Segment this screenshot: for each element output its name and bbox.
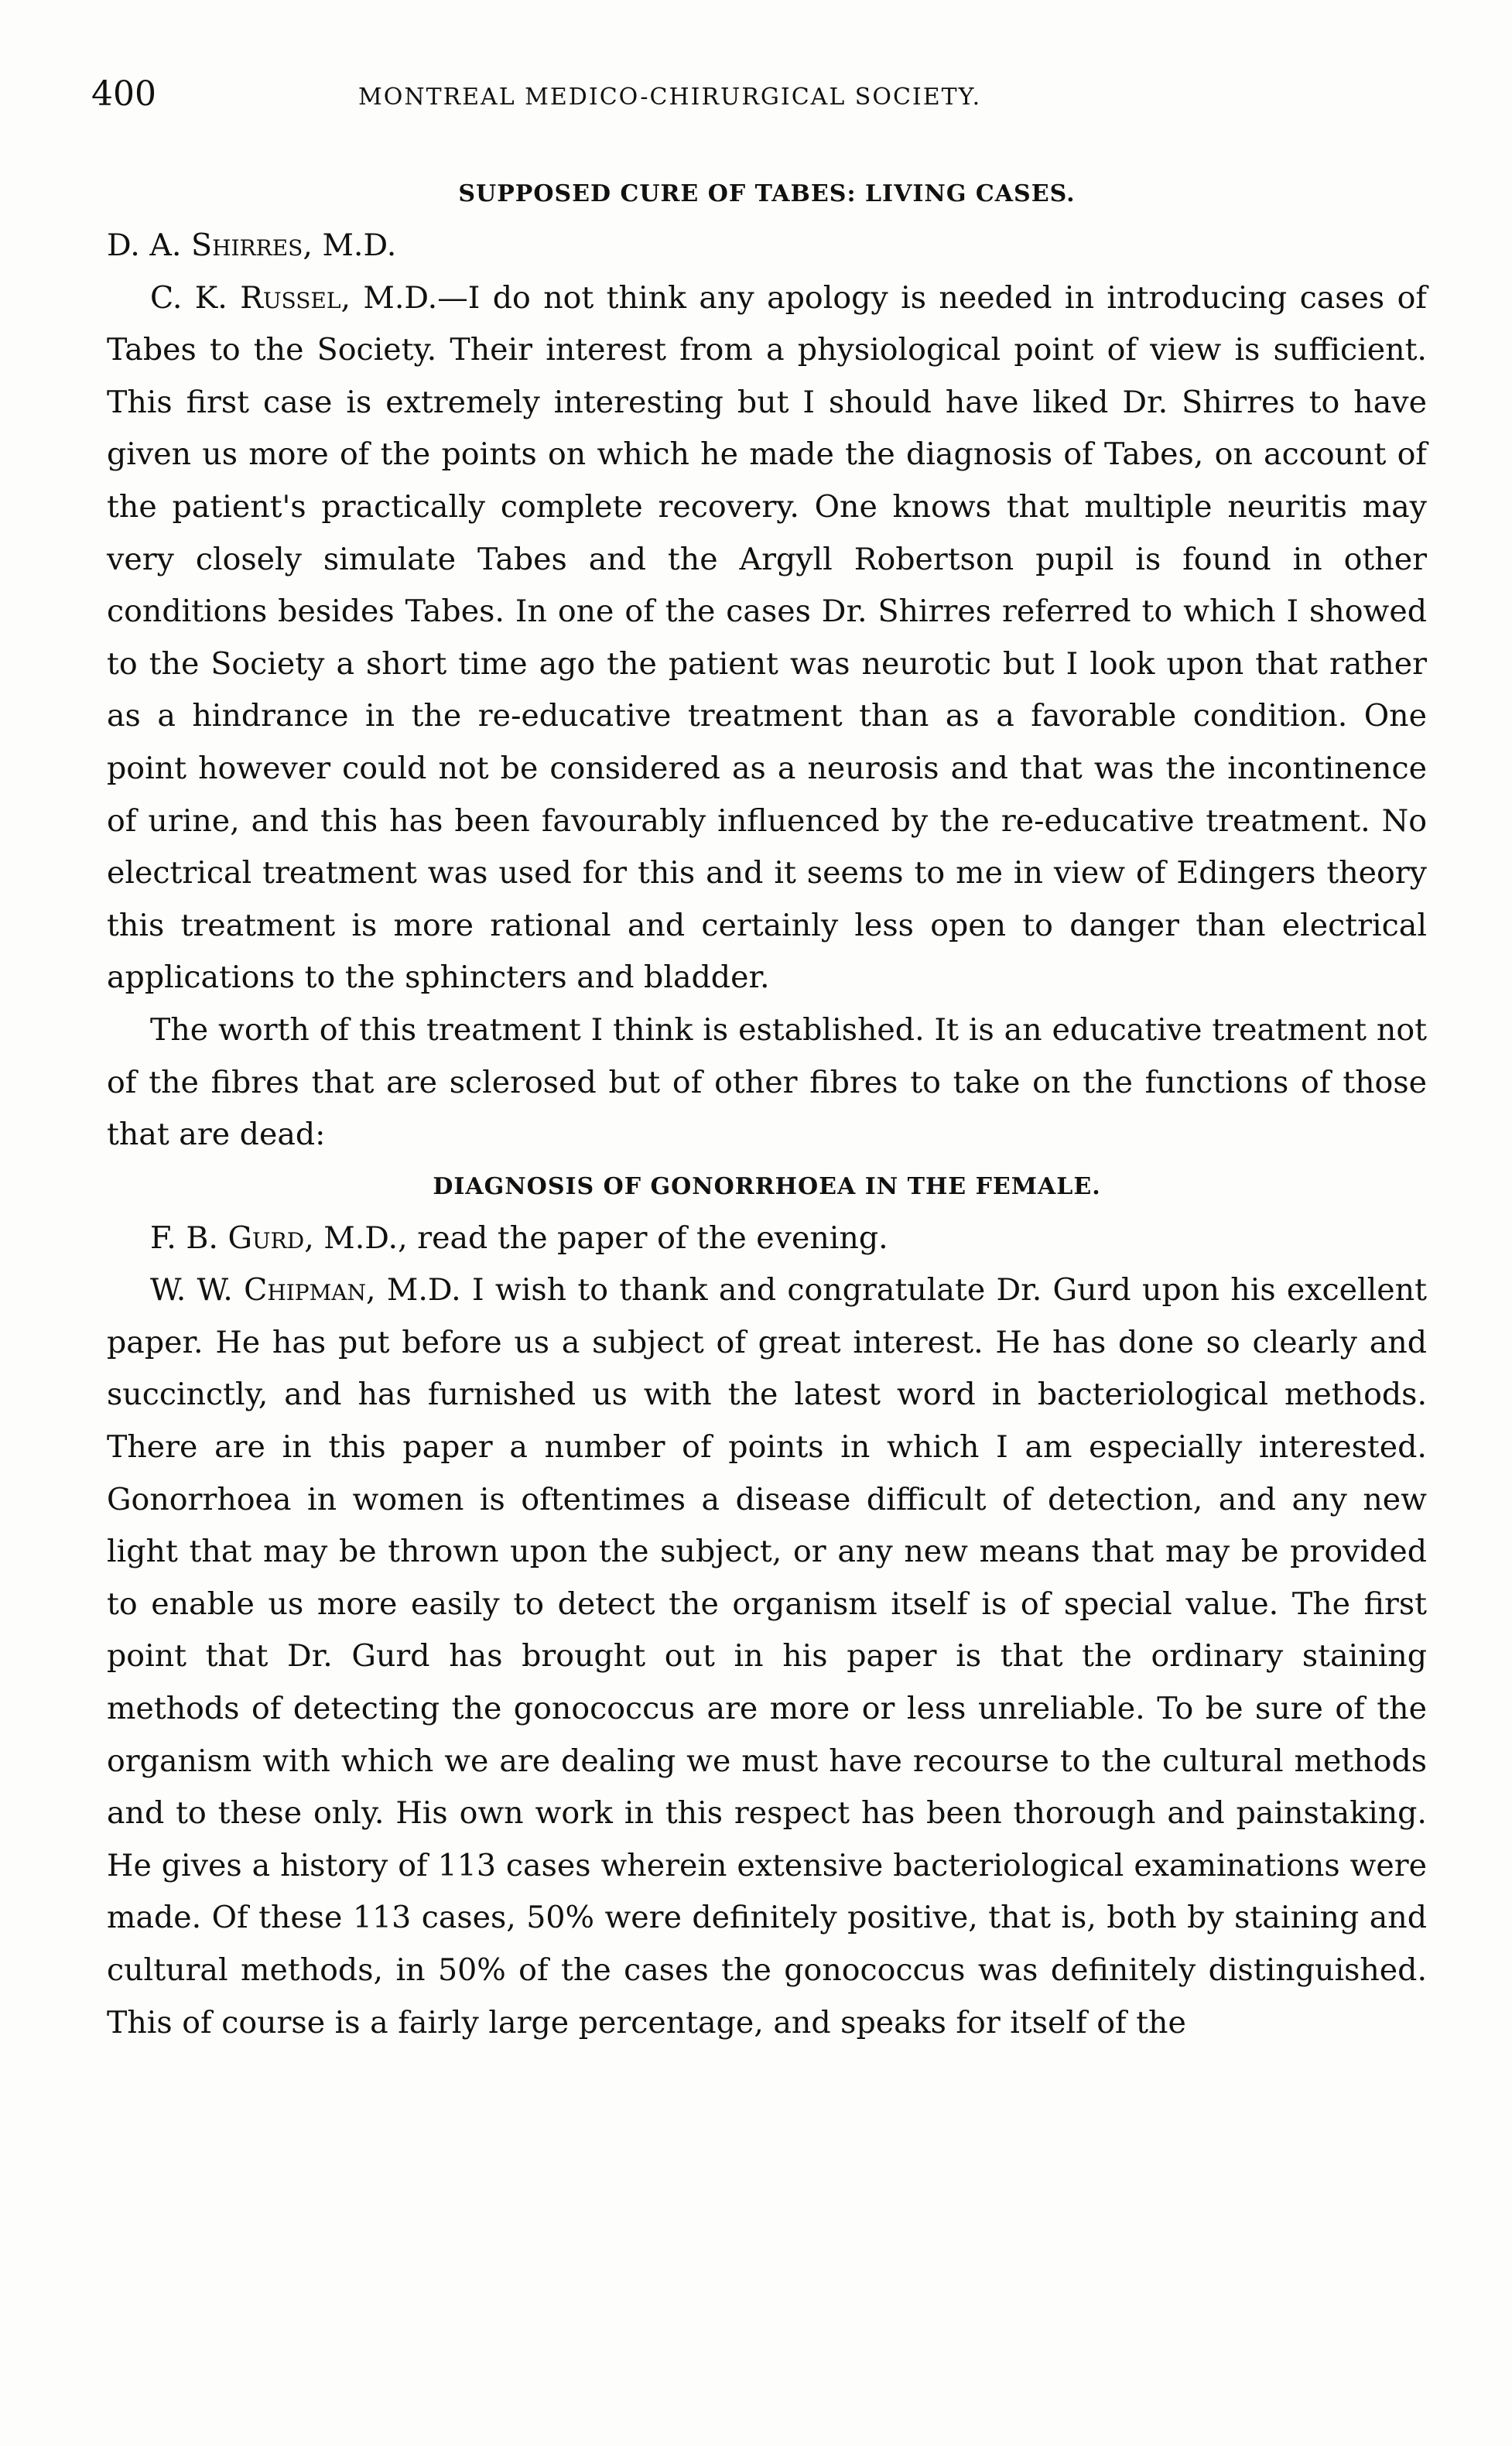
discussion-paragraph-continued (107, 1004, 1427, 1161)
paragraph-text: I wish to thank and congratulate Dr. Gurd upon his excellent paper. He has put before us a subject of great interest. He has done so clearly and succinctly, and has furnished us with the latest word in bacteriological methods. There are in this paper a number of points in which I am especially interested. Gonorrhoea in women is oftentimes a disease difficult of detection, and any new light that may be thrown upon the subject, or any new means that may be provided to enable us more easily to detect the organism itself is of special value. The first point that Dr. Gurd has brought out in his paper is that the ordinary staining methods of detecting the gonococcus are more or less unreliable. To be sure of the organism with which we are dealing we must have recourse to the cultural methods and to these only. His own work in this respect has been thorough and painstaking. He gives a history of 113 cases wherein extensive bacteriological examinations were made. Of these 113 cases, 50% were definitely positive, that is, both by staining and cultural methods, in 50% of the cases the gonococcus was definitely distinguished. This of course is a fairly large percentage, and speaks for itself of the (107, 1272, 1427, 2041)
discussion-paragraph-russel (107, 272, 1427, 1004)
speaker-name: F. B. Gurd, M.D., (150, 1220, 408, 1256)
paragraph-text: The worth of this treatment I think is established. It is an educative treatment not of the fibres that are sclerosed but of other fibres to take on the functions of those that are dead: (107, 1011, 1427, 1153)
section-heading-tabes: SUPPOSED CURE OF TABES: LIVING CASES. (458, 180, 1076, 207)
body-text (107, 169, 1427, 2049)
discussion-paragraph-chipman (107, 1264, 1427, 2049)
page-number: 400 (91, 74, 156, 114)
paragraph-text: —I do not think any apology is needed in introducing cases of Tabes to the Society. Their interest from a physiological point of view is sufficient. This first case is extremely interesting but I should have liked Dr. Shirres to have given us more of the points on which he made the diagnosis of Tabes, on account of the patient's practically complete recovery. One knows that multiple neuritis may very closely simulate Tabes and the Argyll Robertson pupil is found in other conditions besides Tabes. In one of the cases Dr. Shirres referred to which I showed to the Society a short time ago the patient was neurotic but I look upon that rather as a hindrance in the re-educative treatment than as a favorable condition. One point however could not be considered as a neurosis and that was the incontinence of urine, and this has been favourably influenced by the re-educative treatment. No electrical treatment was used for this and it seems to me in view of Edingers theory this treatment is more rational and certainly less open to danger than electrical applications to the sphincters and bladder. (107, 279, 1427, 996)
paper-reading-line (107, 1213, 1427, 1265)
presenter-name: D. A. Shirres, M.D. (107, 227, 397, 263)
paragraph-text: read the paper of the evening. (407, 1220, 888, 1256)
presenter-line (107, 220, 1427, 272)
speaker-name: W. W. Chipman, M.D. (150, 1272, 461, 1309)
section-heading-gonorrhoea: DIAGNOSIS OF GONORRHOEA IN THE FEMALE. (433, 1172, 1101, 1200)
journal-title: MONTREAL MEDICO-CHIRURGICAL SOCIETY. (358, 84, 982, 111)
running-header (91, 71, 1430, 118)
speaker-name: C. K. Russel, M.D. (150, 279, 438, 316)
